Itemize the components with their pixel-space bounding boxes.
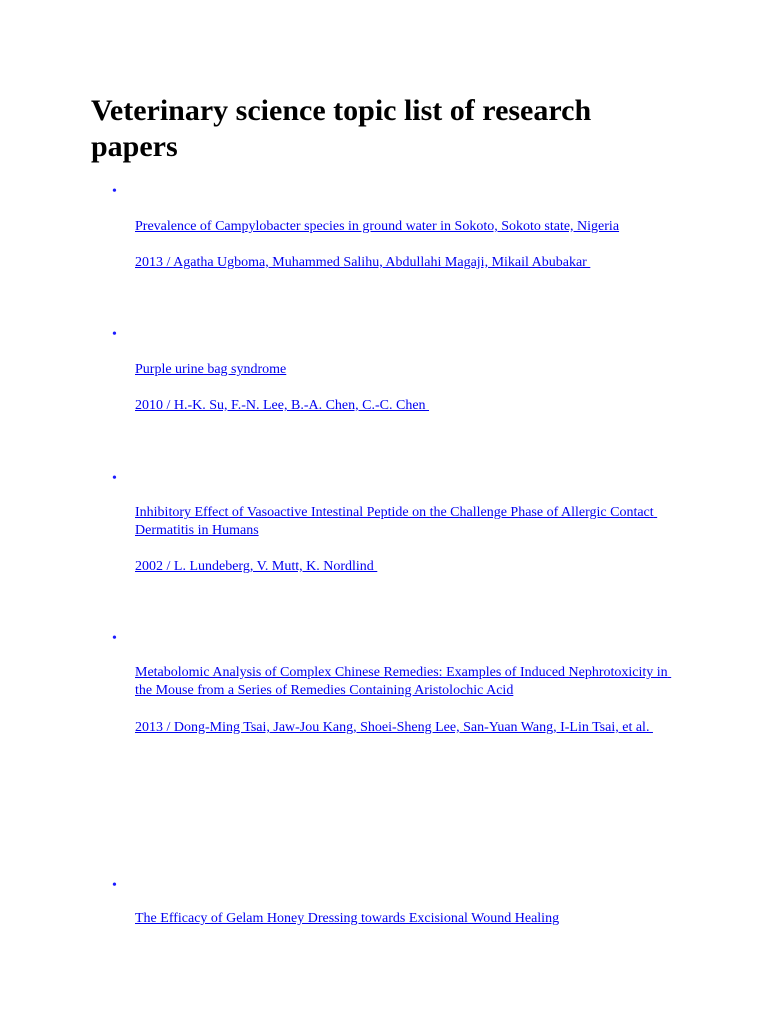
paper-meta-link[interactable]: 2013 / Agatha Ugboma, Muhammed Salihu, Abdullahi Magaji, Mikail Abubakar <box>135 255 591 270</box>
bullet-icon: • <box>112 184 117 199</box>
bullet-icon: • <box>112 631 117 646</box>
page-title: Veterinary science topic list of research papers <box>91 94 592 163</box>
paper-title-link[interactable]: Prevalence of Campylobacter species in ground water in Sokoto, Sokoto state, Nigeria <box>135 219 620 234</box>
paper-title-link[interactable]: Purple urine bag syndrome <box>135 362 287 377</box>
paper-title-link[interactable]: The Efficacy of Gelam Honey Dressing towards Excisional Wound Healing <box>135 911 560 926</box>
bullet-icon: • <box>112 878 117 893</box>
paper-meta-link[interactable]: 2013 / Dong-Ming Tsai, Jaw-Jou Kang, Shoei-Sheng Lee, San-Yuan Wang, I-Lin Tsai, et al. <box>135 720 653 735</box>
paper-meta-link[interactable]: 2002 / L. Lundeberg, V. Mutt, K. Nordlind <box>135 559 378 574</box>
paper-title-link[interactable]: Metabolomic Analysis of Complex Chinese Remedies: Examples of Induced Nephrotoxicity in the Mouse from a Series of Remedies Containing Aristolochic Acid <box>135 665 672 698</box>
bullet-icon: • <box>112 327 117 342</box>
paper-meta-link[interactable]: 2010 / H.-K. Su, F.-N. Lee, B.-A. Chen, C.-C. Chen <box>135 398 430 413</box>
paper-title-link[interactable]: Inhibitory Effect of Vasoactive Intestinal Peptide on the Challenge Phase of Allergic Contact Dermatitis in Humans <box>135 505 658 538</box>
bullet-icon: • <box>112 471 117 486</box>
